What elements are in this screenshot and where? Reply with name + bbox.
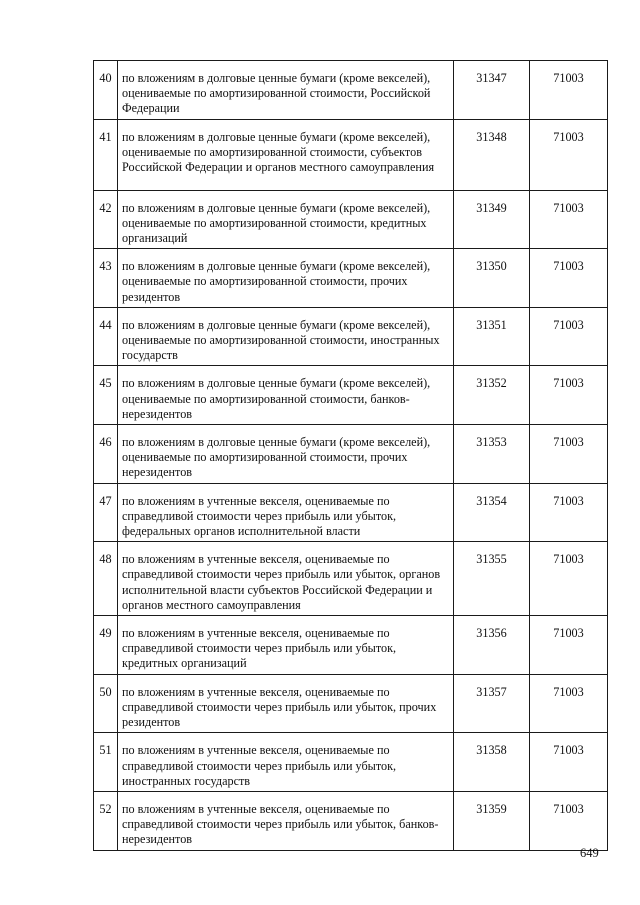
table-row [94, 791, 608, 850]
row-number: 52 [94, 791, 118, 850]
account-code: 31357 [454, 674, 530, 733]
symbol-code: 71003 [530, 674, 608, 733]
row-description: по вложениям в долговые ценные бумаги (кроме векселей), оцениваемые по амортизированной стоимости, прочих резидентов [118, 249, 454, 308]
account-code: 31355 [454, 542, 530, 616]
row-description: по вложениям в учтенные векселя, оцениваемые по справедливой стоимости через прибыль или убыток, кредитных организаций [118, 616, 454, 675]
account-code: 31348 [454, 119, 530, 190]
row-number: 41 [94, 119, 118, 190]
row-description: по вложениям в долговые ценные бумаги (кроме векселей), оцениваемые по амортизированной стоимости, иностранных государств [118, 307, 454, 366]
row-description: по вложениям в долговые ценные бумаги (кроме векселей), оцениваемые по амортизированной стоимости, прочих нерезидентов [118, 425, 454, 484]
row-number: 42 [94, 190, 118, 249]
table-row [94, 425, 608, 484]
symbol-code: 71003 [530, 307, 608, 366]
account-code: 31349 [454, 190, 530, 249]
row-description: по вложениям в учтенные векселя, оцениваемые по справедливой стоимости через прибыль или убыток, банков-нерезидентов [118, 791, 454, 850]
table-row [94, 61, 608, 120]
account-code: 31347 [454, 61, 530, 120]
table-row [94, 483, 608, 542]
symbol-code: 71003 [530, 483, 608, 542]
row-number: 48 [94, 542, 118, 616]
row-number: 46 [94, 425, 118, 484]
table-row [94, 249, 608, 308]
row-description: по вложениям в долговые ценные бумаги (кроме векселей), оцениваемые по амортизированной стоимости, субъектов Российской Федерации и органов местного самоуправления [118, 119, 454, 190]
row-description: по вложениям в учтенные векселя, оцениваемые по справедливой стоимости через прибыль или убыток, иностранных государств [118, 733, 454, 792]
table-row [94, 190, 608, 249]
row-number: 43 [94, 249, 118, 308]
accounts-table [93, 60, 608, 851]
row-description: по вложениям в учтенные векселя, оцениваемые по справедливой стоимости через прибыль или убыток, органов исполнительной власти субъектов Российской Федерации и органов местного самоуправления [118, 542, 454, 616]
account-code: 31358 [454, 733, 530, 792]
account-code: 31353 [454, 425, 530, 484]
account-code: 31359 [454, 791, 530, 850]
row-number: 51 [94, 733, 118, 792]
table-row [94, 366, 608, 425]
page-number: 649 [580, 846, 599, 860]
accounts-table-body [94, 61, 608, 851]
symbol-code: 71003 [530, 791, 608, 850]
symbol-code: 71003 [530, 616, 608, 675]
row-description: по вложениям в долговые ценные бумаги (кроме векселей), оцениваемые по амортизированной стоимости, Российской Федерации [118, 61, 454, 120]
row-number: 45 [94, 366, 118, 425]
account-code: 31350 [454, 249, 530, 308]
table-row [94, 616, 608, 675]
row-description: по вложениям в учтенные векселя, оцениваемые по справедливой стоимости через прибыль или убыток, прочих резидентов [118, 674, 454, 733]
symbol-code: 71003 [530, 542, 608, 616]
symbol-code: 71003 [530, 425, 608, 484]
row-number: 49 [94, 616, 118, 675]
symbol-code: 71003 [530, 733, 608, 792]
table-row [94, 674, 608, 733]
table-row [94, 119, 608, 190]
row-number: 40 [94, 61, 118, 120]
account-code: 31356 [454, 616, 530, 675]
account-code: 31352 [454, 366, 530, 425]
symbol-code: 71003 [530, 119, 608, 190]
table-row [94, 307, 608, 366]
symbol-code: 71003 [530, 190, 608, 249]
row-description: по вложениям в учтенные векселя, оцениваемые по справедливой стоимости через прибыль или убыток, федеральных органов исполнительной власти [118, 483, 454, 542]
account-code: 31354 [454, 483, 530, 542]
table-row [94, 542, 608, 616]
account-code: 31351 [454, 307, 530, 366]
row-number: 47 [94, 483, 118, 542]
row-number: 50 [94, 674, 118, 733]
row-number: 44 [94, 307, 118, 366]
symbol-code: 71003 [530, 249, 608, 308]
symbol-code: 71003 [530, 61, 608, 120]
symbol-code: 71003 [530, 366, 608, 425]
row-description: по вложениям в долговые ценные бумаги (кроме векселей), оцениваемые по амортизированной стоимости, банков-нерезидентов [118, 366, 454, 425]
row-description: по вложениям в долговые ценные бумаги (кроме векселей), оцениваемые по амортизированной стоимости, кредитных организаций [118, 190, 454, 249]
table-row [94, 733, 608, 792]
